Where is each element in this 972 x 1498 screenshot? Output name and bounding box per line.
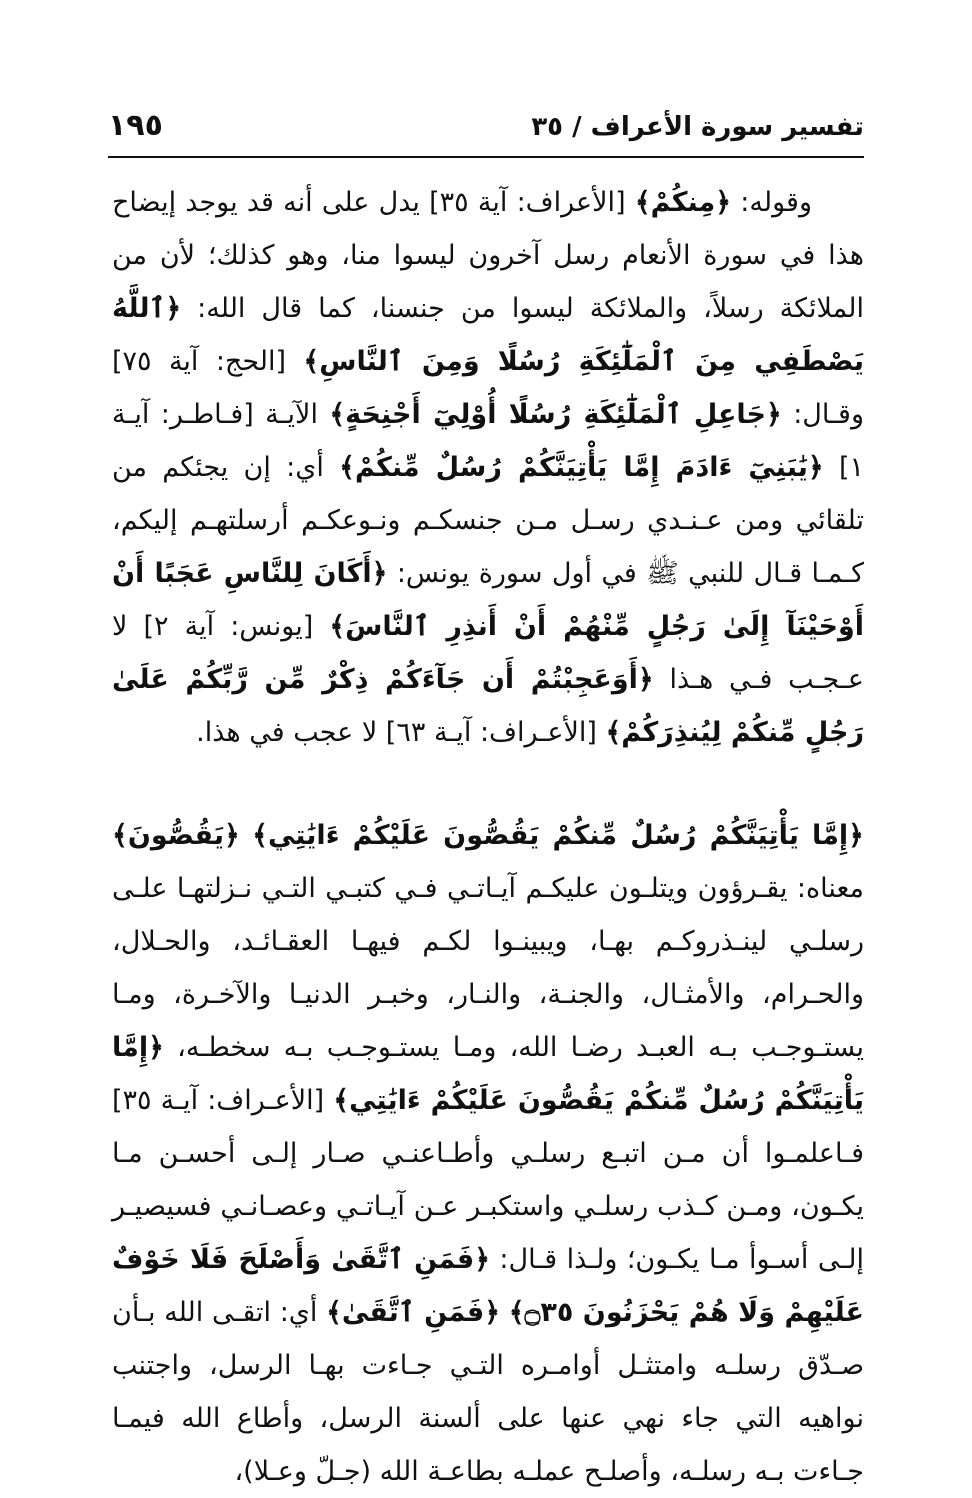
quran-verse: ﴿يَٰبَنِيٓ ءَادَمَ إِمَّا يَأْتِيَنَّكُمْ رُسُلٌ مِّنكُمْ﴾ xyxy=(339,452,824,483)
quran-verse: ﴿مِنكُمْ﴾ xyxy=(634,187,732,218)
text-segment: معناه: يقـرؤون ويتلـون عليكـم آيـاتـي فـي كتبـي التـي نـزلتهـا علـى رسلـي لينـذروكـم بهـا، ويبينـوا لكـم فيهـا العقـائـد، والحـلال، والحـرام، والأمثـال، والجنـة، والنـار، وخبـر الدنيـا والآخـرة، ومـا يستـوجـب بـه العبـد رضـا الله، ومـا يستـوجـب بـه سخطـه، xyxy=(112,873,864,1063)
text-segment: [الأعراف: آية ٣٥] يدل على أنه قد يوجد إيضاح هذا في سورة الأنعام رسل آخرون ليسوا منا، وهو كذلك؛ لأن من الملائكة رسلاً، والملائكة ليسوا من جنسنا، كما قال الله: xyxy=(112,187,864,324)
page-number: ١٩٥ xyxy=(108,108,163,143)
running-title: تفسير سورة الأعراف / ٣٥ xyxy=(531,112,864,142)
text-segment: الآيـة [فـاطـر: آيـة ١] xyxy=(112,399,864,483)
quran-verse: ﴿يَقُصُّونَ﴾ xyxy=(112,820,240,851)
quran-verse: ﴿جَاعِلِ ٱلْمَلَٰٓئِكَةِ رُسُلًا أُوْلِيٓ أَجْنِحَةٍ﴾ xyxy=(329,399,782,430)
text-segment: أي: إن يجئكم من تلقائي ومن عـنـدي رسـل مـن جنسكـم ونـوعكـم أرسلتهـم إليكم، كـمـا قـال للنبي ﷺ في أول سورة يونس: xyxy=(112,452,864,589)
quran-verse: ﴿فَمَنِ ٱتَّقَىٰ﴾ xyxy=(326,1297,501,1328)
text-segment: [الأعـراف: آيـة ٦٣] لا عجب في هذا. xyxy=(196,717,606,748)
text-segment xyxy=(500,1297,509,1328)
quran-verse: ﴿إِمَّا يَأْتِيَنَّكُمْ رُسُلٌ مِّنكُمْ يَقُصُّونَ عَلَيْكُمْ ءَايَٰتِي﴾ xyxy=(252,820,864,851)
quran-verse: ﴿ٱللَّهُ يَصْطَفِي مِنَ ٱلْمَلَٰٓئِكَةِ رُسُلًا وَمِنَ ٱلنَّاسِ﴾ xyxy=(112,293,864,377)
quran-verse: ﴿أَكَانَ لِلنَّاسِ عَجَبًا أَنْ أَوْحَيْنَآ إِلَىٰ رَجُلٍ مِّنْهُمْ أَنْ أَنذِرِ ٱلنَّاسَ﴾ xyxy=(112,558,864,642)
text-segment: [الأعـراف: آيـة ٣٥] فـاعلمـوا أن مـن اتبـع رسلـي وأطـاعنـي صـار إلـى أحسـن مـا يكـون، ومـن كـذب رسلـي واستكبـر عـن آيـاتـي وعصـانـي فسيصيـر إلـى أسـوأ مـا يكـون؛ ولـذا قـال: xyxy=(112,1085,864,1275)
paragraph-2 xyxy=(112,809,864,1498)
text-segment: [يونس: آية ٢] لا عـجـب فـي هـذا xyxy=(112,611,865,695)
paragraph-1 xyxy=(112,176,864,759)
text-segment: [الحج: آية ٧٥] وقـال: xyxy=(112,346,864,430)
text-segment: وقوله: xyxy=(731,187,812,218)
body-text xyxy=(112,176,864,1498)
page-header xyxy=(108,98,864,158)
text-segment xyxy=(240,820,252,851)
quran-verse: ﴿إِمَّا يَأْتِيَنَّكُمْ رُسُلٌ مِّنكُمْ يَقُصُّونَ عَلَيْكُمْ ءَايَٰتِي﴾ xyxy=(112,1032,864,1116)
quran-verse: ﴿أَوَعَجِبْتُمْ أَن جَآءَكُمْ ذِكْرٌ مِّن رَّبِّكُمْ عَلَىٰ رَجُلٍ مِّنكُمْ لِيُنذِرَكُمْ﴾ xyxy=(112,664,864,748)
text-segment: أي: اتقـى الله بـأن صـدّق رسلـه وامتثـل أوامـره التـي جـاءت بهـا الرسل، واجتنب نواهيه التي جاء نهي عنها على ألسنة الرسل، وأطاع الله فيمـا جـاءت بـه رسلـه، وأصلـح عملـه بطاعـة الله (جـلّ وعـلا)، xyxy=(112,1297,864,1487)
quran-verse: ﴿فَمَنِ ٱتَّقَىٰ وَأَصْلَحَ فَلَا خَوْفٌ عَلَيْهِمْ وَلَا هُمْ يَحْزَنُونَ ۝٣٥﴾ xyxy=(112,1244,865,1328)
